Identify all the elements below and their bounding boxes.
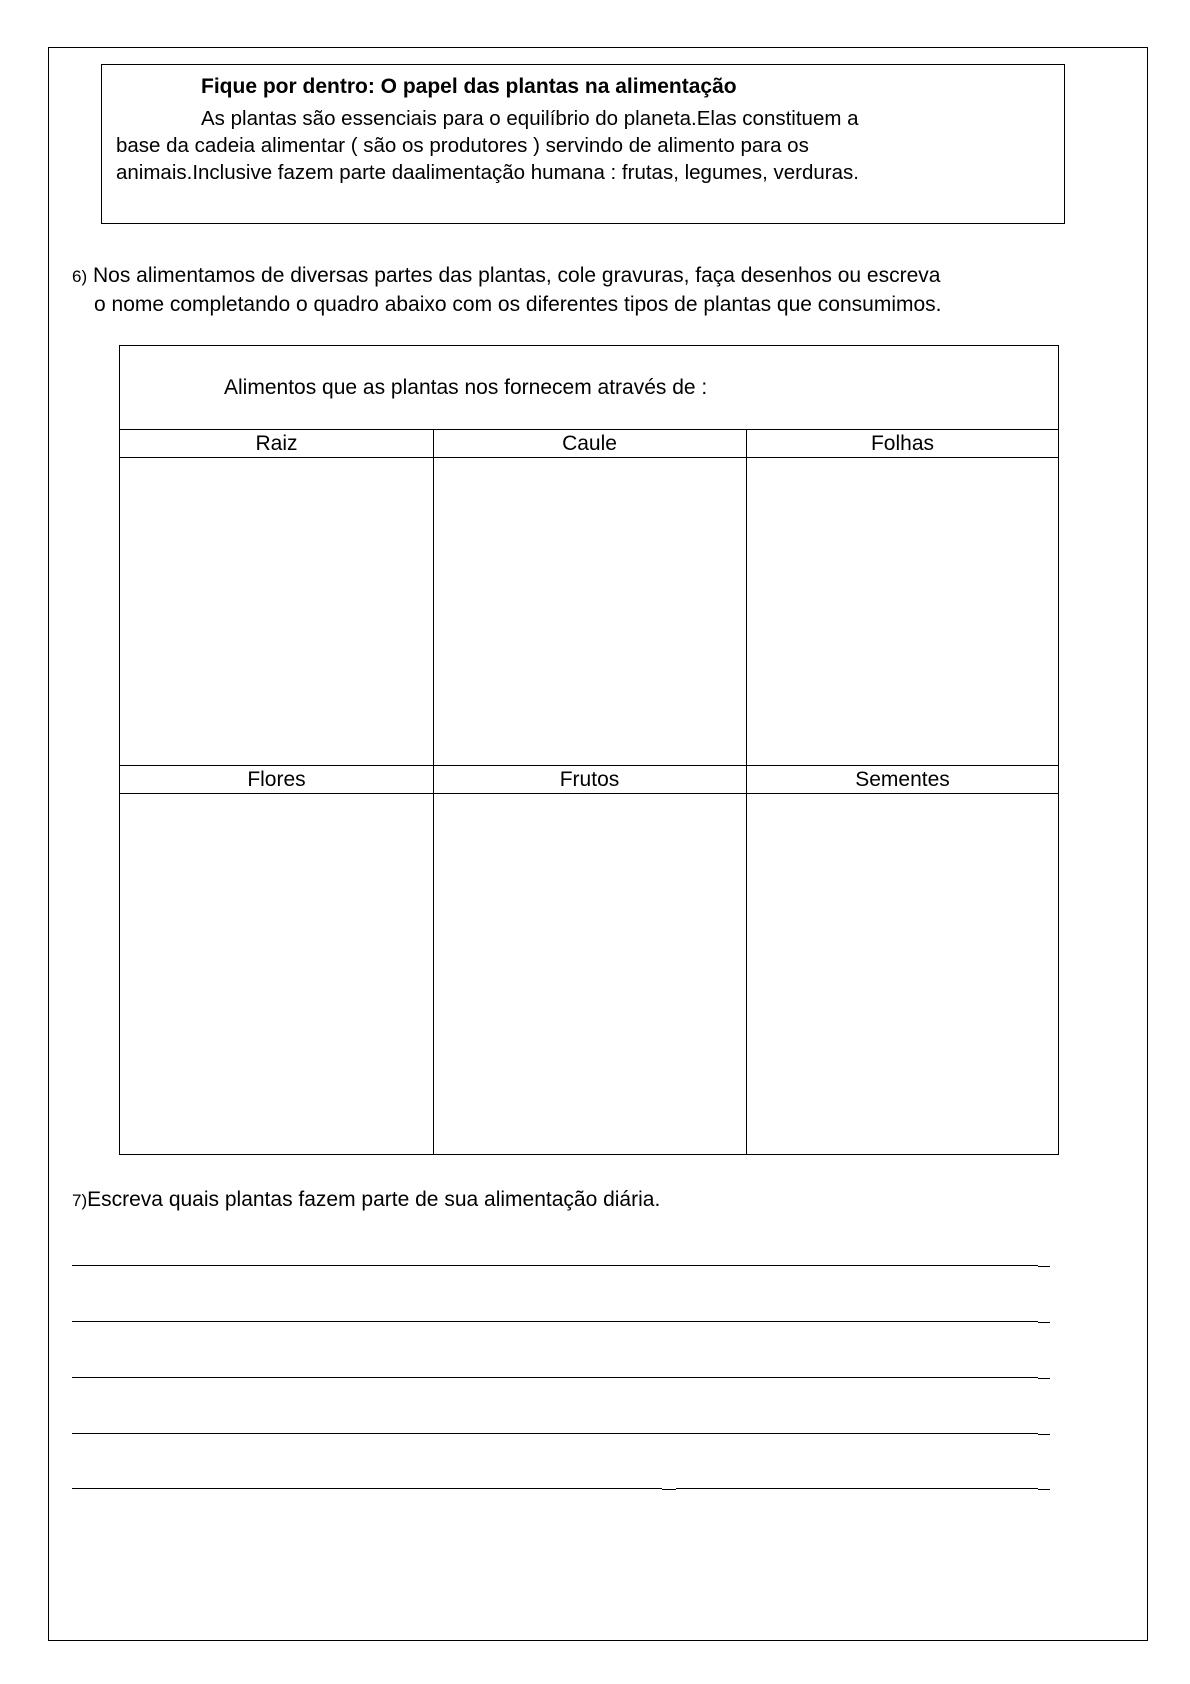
answer-line-end — [1038, 1378, 1050, 1379]
table-divider — [120, 429, 1058, 430]
question-7 — [72, 1186, 660, 1215]
info-line: base da cadeia alimentar ( são os produtores ) servindo de alimento para os — [116, 134, 809, 157]
answer-line[interactable] — [676, 1488, 1038, 1489]
table-heading: Alimentos que as plantas nos fornecem através de : — [224, 376, 708, 399]
answer-line-end — [1038, 1489, 1050, 1490]
question-6-line2: o nome completando o quadro abaixo com os diferentes tipos de plantas que consumimos. — [94, 293, 942, 316]
question-6-line1: Nos alimentamos de diversas partes das plantas, cole gravuras, faça desenhos ou escreva — [92, 264, 941, 287]
cell-sementes[interactable] — [747, 794, 1058, 1152]
info-line: animais.Inclusive fazem parte daalimentação humana : frutas, legumes, verduras. — [116, 161, 859, 184]
answer-line-end — [1038, 1266, 1050, 1267]
header-raiz: Raiz — [255, 432, 298, 455]
question-7-text: Escreva quais plantas fazem parte de sua alimentação diária. — [87, 1188, 661, 1211]
header-sementes: Sementes — [855, 768, 950, 791]
cell-caule[interactable] — [434, 458, 745, 764]
info-line: As plantas são essenciais para o equilíbrio do planeta.Elas constituem a — [201, 107, 859, 130]
info-box-text — [116, 105, 1046, 186]
header-frutos: Frutos — [559, 768, 620, 791]
question-6-number: 6) — [72, 267, 88, 286]
cell-raiz[interactable] — [120, 458, 432, 764]
table-divider — [120, 765, 1058, 766]
info-box-title: Fique por dentro: O papel das plantas na alimentação — [201, 75, 737, 98]
plant-parts-table — [119, 345, 1059, 1155]
answer-line-end — [1038, 1322, 1050, 1323]
answer-line[interactable] — [72, 1377, 1038, 1378]
answer-line[interactable] — [72, 1321, 1038, 1322]
cell-folhas[interactable] — [747, 458, 1058, 764]
question-6 — [72, 262, 942, 319]
header-folhas: Folhas — [870, 432, 935, 455]
answer-line[interactable] — [72, 1488, 662, 1489]
answer-line-gap — [662, 1489, 676, 1490]
cell-frutos[interactable] — [434, 794, 745, 1152]
answer-line-end — [1038, 1434, 1050, 1435]
cell-flores[interactable] — [120, 794, 432, 1152]
answer-line[interactable] — [72, 1433, 1038, 1434]
header-caule: Caule — [562, 432, 617, 455]
answer-line[interactable] — [72, 1265, 1038, 1266]
question-7-number: 7) — [72, 1191, 88, 1210]
header-flores: Flores — [247, 768, 306, 791]
info-box — [101, 64, 1065, 224]
